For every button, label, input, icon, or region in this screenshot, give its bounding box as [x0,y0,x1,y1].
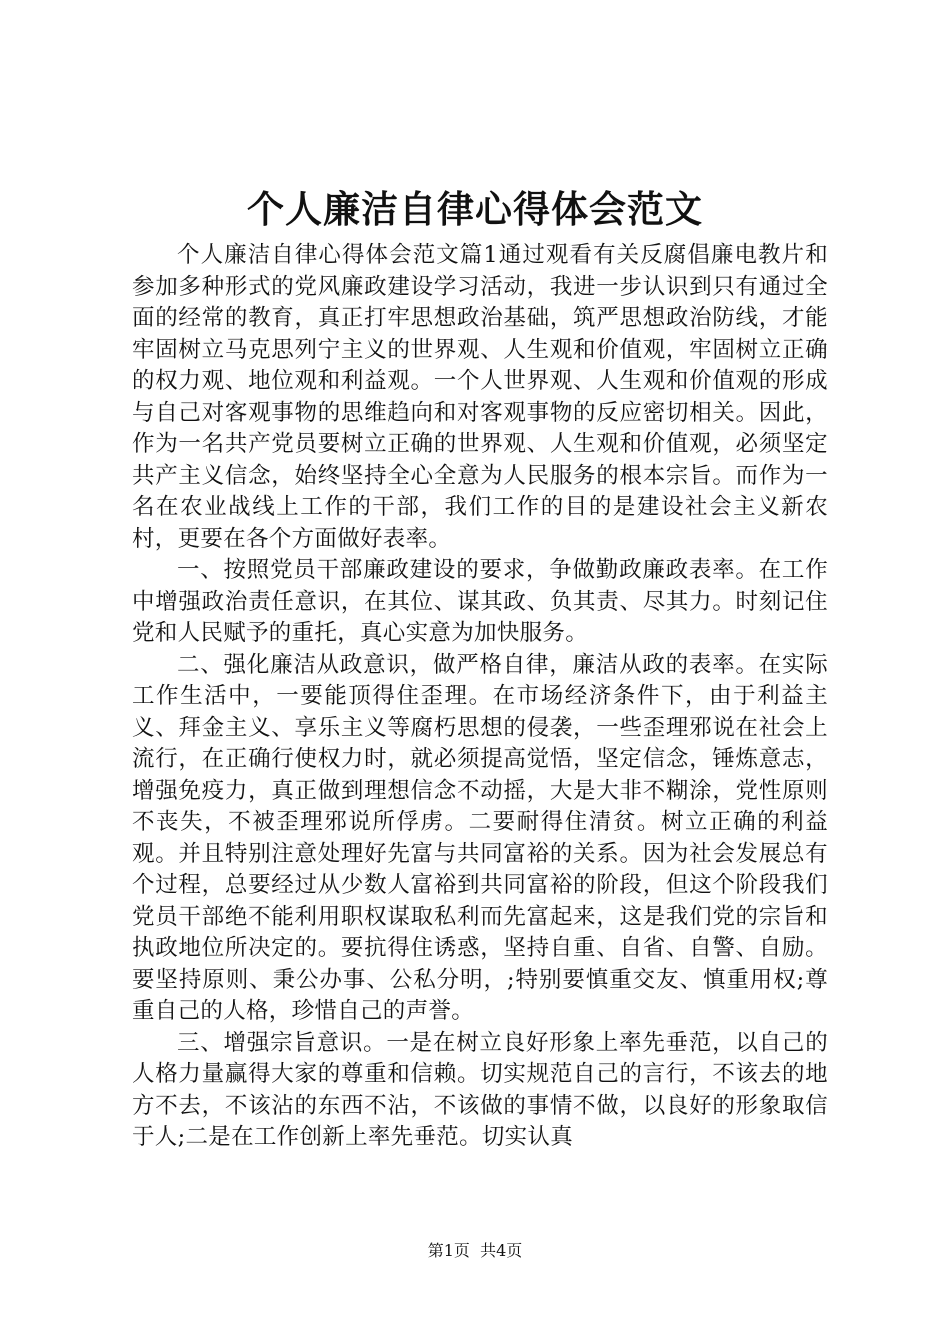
paragraph-intro: 个人廉洁自律心得体会范文篇1通过观看有关反腐倡廉电教片和参加多种形式的党风廉政建设学习活动，我进一步认识到只有通过全面的经常的教育，真正打牢思想政治基础，筑严思想政治防线，才能牢固树立马克思列宁主义的世界观、人生观和价值观，牢固树立正确的权力观、地位观和利益观。一个人世界观、人生观和价值观的形成与自己对客观事物的思维趋向和对客观事物的反应密切相关。因此，作为一名共产党员要树立正确的世界观、人生观和价值观，必须坚定共产主义信念，始终坚持全心全意为人民服务的根本宗旨。而作为一名在农业战线上工作的干部，我们工作的目的是建设社会主义新农村，更要在各个方面做好表率。 [132,242,828,552]
paragraph-point-three: 三、增强宗旨意识。一是在树立良好形象上率先垂范，以自己的人格力量赢得大家的尊重和信赖。切实规范自己的言行，不该去的地方不去，不该沾的东西不沾，不该做的事情不做，以良好的形象取信于人;二是在工作创新上率先垂范。切实认真 [132,1029,828,1150]
paragraph-point-one: 一、按照党员干部廉政建设的要求，争做勤政廉政表率。在工作中增强政治责任意识，在其位、谋其政、负其责、尽其力。时刻记住党和人民赋予的重托，真心实意为加快服务。 [132,557,828,646]
page-title: 个人廉洁自律心得体会范文 [247,187,703,231]
page-number-footer: 第1页 共4页 [427,1241,523,1260]
paragraph-point-two: 二、强化廉洁从政意识，做严格自律，廉洁从政的表率。在实际工作生活中，一要能顶得住歪理。在市场经济条件下，由于利益主义、拜金主义、享乐主义等腐朽思想的侵袭，一些歪理邪说在社会上流行，在正确行使权力时，就必须提高觉悟，坚定信念，锤炼意志，增强免疫力，真正做到理想信念不动摇，大是大非不糊涂，党性原则不丧失，不被歪理邪说所俘虏。二要耐得住清贫。树立正确的利益观。并且特别注意处理好先富与共同富裕的关系。因为社会发展总有个过程，总要经过从少数人富裕到共同富裕的阶段，但这个阶段我们党员干部绝不能利用职权谋取私利而先富起来，这是我们党的宗旨和执政地位所决定的。要抗得住诱惑，坚持自重、自省、自警、自励。要坚持原则、秉公办事、公私分明，;特别要慎重交友、慎重用权;尊重自己的人格，珍惜自己的声誉。 [132,651,828,1024]
document-body [132,240,828,1154]
